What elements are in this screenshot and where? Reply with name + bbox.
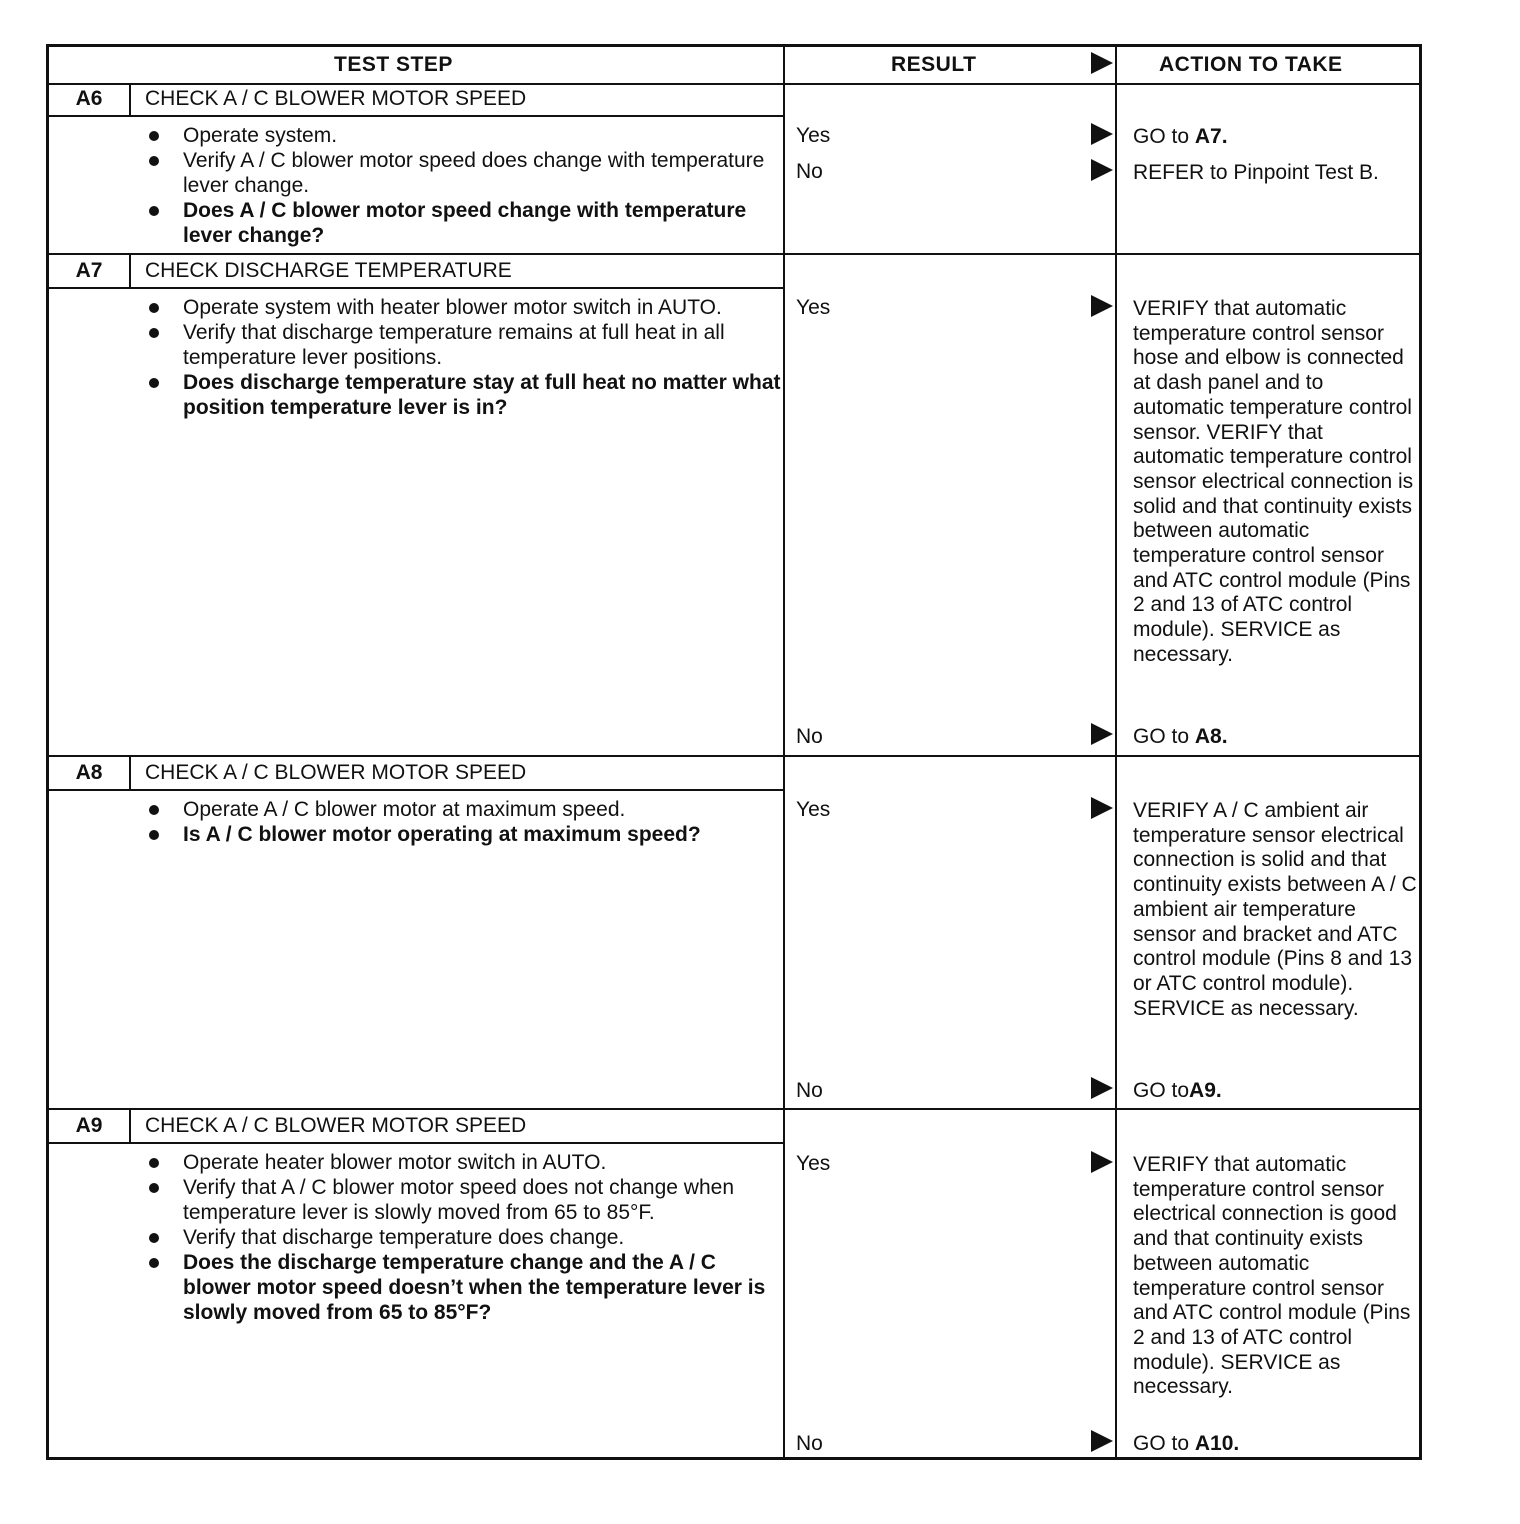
- arrow-right-icon: [1091, 1077, 1113, 1099]
- bullet-icon: [149, 328, 159, 338]
- bullet-icon: [149, 378, 159, 388]
- header-action: ACTION TO TAKE: [1159, 53, 1343, 76]
- diagnostic-table: [46, 44, 1422, 1460]
- bullet-icon: [149, 830, 159, 840]
- step-title: CHECK A / C BLOWER MOTOR SPEED: [131, 1110, 783, 1144]
- step-section-a7: [49, 255, 1419, 757]
- arrow-right-icon: [1091, 295, 1113, 317]
- list-item: Operate system.: [143, 123, 783, 148]
- step-title: CHECK A / C BLOWER MOTOR SPEED: [131, 757, 783, 791]
- header-test-step: TEST STEP: [334, 53, 453, 76]
- step-question: Is A / C blower motor operating at maximum speed?: [143, 822, 783, 847]
- step-section-a8: [49, 757, 1419, 1110]
- result-yes: Yes: [796, 1152, 831, 1175]
- step-question: Does A / C blower motor speed change with temperature lever change?: [143, 198, 783, 248]
- step-instructions: [143, 123, 783, 248]
- arrow-right-icon: [1091, 1430, 1113, 1452]
- arrow-right-icon: [1091, 159, 1113, 181]
- step-section-a6: [49, 83, 1419, 255]
- arrow-right-icon: [1091, 1151, 1113, 1173]
- list-item: Operate heater blower motor switch in AUTO.: [143, 1150, 783, 1175]
- list-item: Verify A / C blower motor speed does change with temperature lever change.: [143, 148, 783, 198]
- arrow-right-icon: [1091, 797, 1113, 819]
- action-no: GO to A8.: [1133, 725, 1228, 748]
- result-no: No: [796, 1432, 823, 1455]
- bullet-icon: [149, 1258, 159, 1268]
- step-instructions: [143, 295, 783, 420]
- step-instructions: [143, 797, 783, 847]
- header-arrow-icon: [1091, 52, 1113, 74]
- bullet-icon: [149, 1233, 159, 1243]
- bullet-icon: [149, 805, 159, 815]
- action-yes: VERIFY A / C ambient air temperature sensor electrical connection is solid and that continuity exists between A / C ambient air temperature sensor and bracket and ATC control module (Pins 8 and 13 or ATC control module). SERVICE as necessary.: [1133, 799, 1417, 1020]
- step-instructions: [143, 1150, 783, 1325]
- action-no: GO to A10.: [1133, 1432, 1240, 1455]
- step-question: Does discharge temperature stay at full heat no matter what position temperature lever is in?: [143, 370, 783, 420]
- action-no: GO toA9.: [1133, 1079, 1222, 1102]
- step-id: A9: [49, 1110, 131, 1144]
- list-item: Verify that discharge temperature remains at full heat in all temperature lever positions.: [143, 320, 783, 370]
- action-yes: VERIFY that automatic temperature control sensor hose and elbow is connected at dash panel and to automatic temperature control sensor. VERIFY that automatic temperature control sensor electrical connection is solid and that continuity exists between automatic temperature control sensor and ATC control module (Pins 2 and 13 of ATC control module). SERVICE as necessary.: [1133, 297, 1414, 666]
- result-no: No: [796, 725, 823, 748]
- step-id: A7: [49, 255, 131, 289]
- arrow-right-icon: [1091, 723, 1113, 745]
- list-item: Operate A / C blower motor at maximum speed.: [143, 797, 783, 822]
- result-yes: Yes: [796, 296, 831, 319]
- step-title: CHECK DISCHARGE TEMPERATURE: [131, 255, 783, 289]
- arrow-right-icon: [1091, 123, 1113, 145]
- action-yes: VERIFY that automatic temperature control sensor electrical connection is good and that continuity exists between automatic temperature control sensor and ATC control module (Pins 2 and 13 of ATC control module). SERVICE as necessary.: [1133, 1153, 1411, 1399]
- list-item: Verify that A / C blower motor speed does not change when temperature lever is slowly moved from 65 to 85°F.: [143, 1175, 783, 1225]
- step-title: CHECK A / C BLOWER MOTOR SPEED: [131, 83, 783, 117]
- step-question: Does the discharge temperature change and the A / C blower motor speed doesn’t when the temperature lever is slowly moved from 65 to 85°F?: [143, 1250, 783, 1325]
- result-yes: Yes: [796, 798, 831, 821]
- bullet-icon: [149, 1158, 159, 1168]
- bullet-icon: [149, 1183, 159, 1193]
- action-yes: GO to A7.: [1133, 125, 1228, 148]
- step-section-a9: [49, 1110, 1419, 1460]
- action-no: REFER to Pinpoint Test B.: [1133, 161, 1379, 184]
- result-no: No: [796, 1079, 823, 1102]
- bullet-icon: [149, 206, 159, 216]
- bullet-icon: [149, 156, 159, 166]
- step-id: A8: [49, 757, 131, 791]
- list-item: Operate system with heater blower motor switch in AUTO.: [143, 295, 783, 320]
- header-result: RESULT: [891, 53, 977, 76]
- result-no: No: [796, 160, 823, 183]
- list-item: Verify that discharge temperature does change.: [143, 1225, 783, 1250]
- result-yes: Yes: [796, 124, 831, 147]
- bullet-icon: [149, 303, 159, 313]
- bullet-icon: [149, 131, 159, 141]
- step-id: A6: [49, 83, 131, 117]
- table-header: [49, 47, 1419, 85]
